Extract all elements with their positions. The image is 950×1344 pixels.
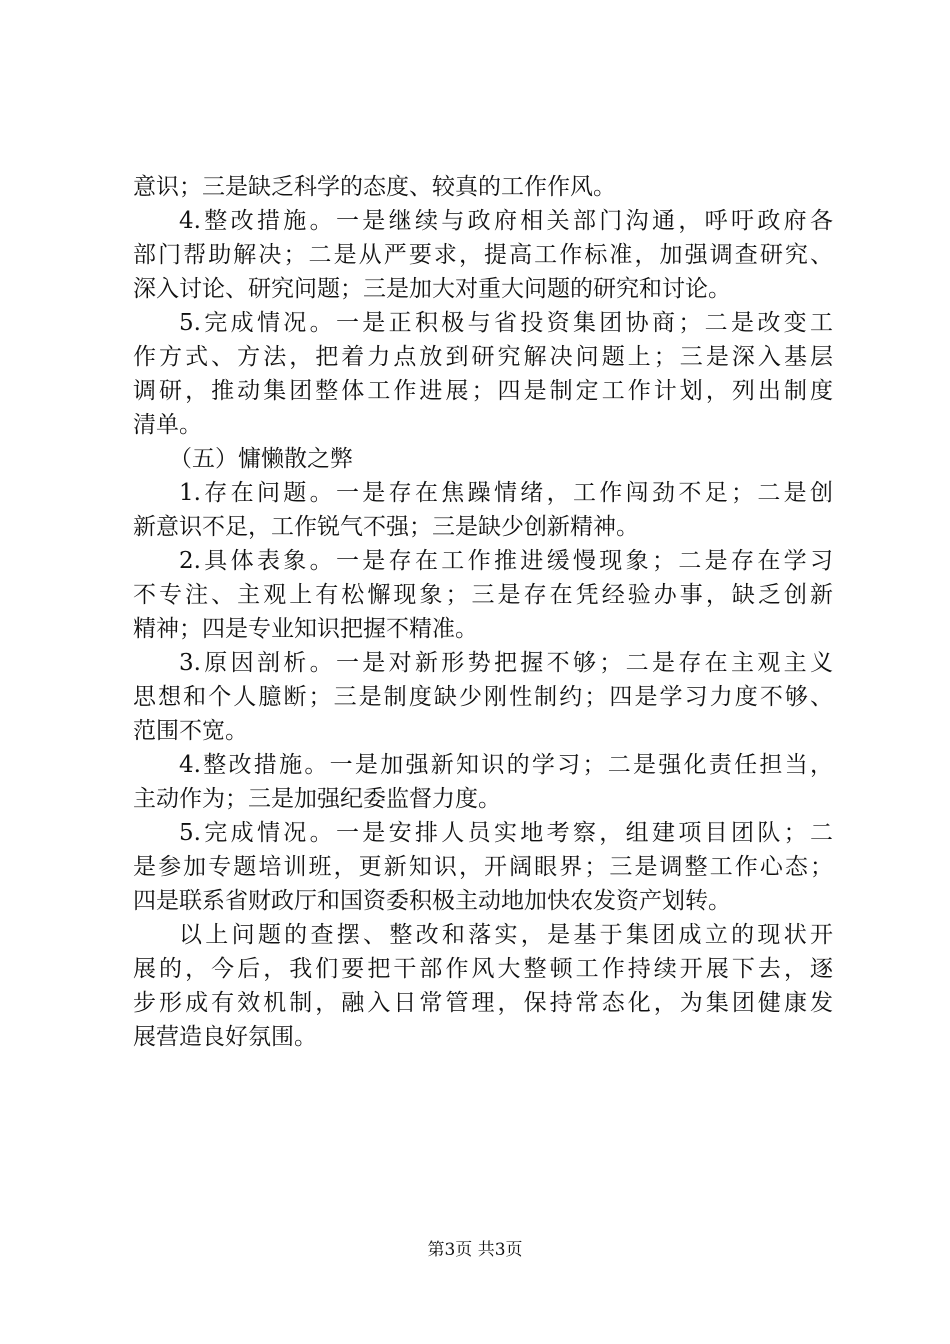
text-line: 不专注、主观上有松懈现象；三是存在凭经验办事，缺乏创新 <box>133 582 833 608</box>
text-line: 四是联系省财政厅和国资委积极主动地加快农发资产划转。 <box>133 888 731 914</box>
text-line: 深入讨论、研究问题；三是加大对重大问题的研究和讨论。 <box>133 276 731 302</box>
text-line: 展的，今后，我们要把干部作风大整顿工作持续开展下去，逐 <box>133 956 833 982</box>
section-heading: （五）慵懒散之弊 <box>169 446 353 472</box>
text-line: 主动作为；三是加强纪委监督力度。 <box>133 786 501 812</box>
text-line: 思想和个人臆断；三是制度缺少刚性制约；四是学习力度不够、 <box>133 684 833 710</box>
document-body <box>133 170 833 1054</box>
text-line: 5.完成情况。一是正积极与省投资集团协商；二是改变工 <box>179 310 833 336</box>
text-line: 精神；四是专业知识把握不精准。 <box>133 616 478 642</box>
text-line: 1.存在问题。一是存在焦躁情绪，工作闯劲不足；二是创 <box>179 480 833 506</box>
text-line: 新意识不足，工作锐气不强；三是缺少创新精神。 <box>133 514 639 540</box>
text-line: 调研，推动集团整体工作进展；四是制定工作计划，列出制度 <box>133 378 833 404</box>
page-number-label: 第3页 共3页 <box>427 1240 523 1260</box>
text-line: 4.整改措施。一是继续与政府相关部门沟通，呼吁政府各 <box>179 208 833 234</box>
text-line: 5.完成情况。一是安排人员实地考察，组建项目团队；二 <box>179 820 833 846</box>
page-footer <box>0 1238 950 1262</box>
text-line: 作方式、方法，把着力点放到研究解决问题上；三是深入基层 <box>133 344 833 370</box>
text-line: 以上问题的查摆、整改和落实，是基于集团成立的现状开 <box>179 922 833 948</box>
text-line: 范围不宽。 <box>133 718 248 744</box>
text-line: 2.具体表象。一是存在工作推进缓慢现象；二是存在学习 <box>179 548 833 574</box>
text-line: 清单。 <box>133 412 202 438</box>
text-line: 3.原因剖析。一是对新形势把握不够；二是存在主观主义 <box>179 650 833 676</box>
text-line: 展营造良好氛围。 <box>133 1024 317 1050</box>
text-line: 是参加专题培训班，更新知识，开阔眼界；三是调整工作心态； <box>133 854 833 880</box>
text-line: 4.整改措施。一是加强新知识的学习；二是强化责任担当， <box>179 752 833 778</box>
text-line: 步形成有效机制，融入日常管理，保持常态化，为集团健康发 <box>133 990 833 1016</box>
text-line: 部门帮助解决；二是从严要求，提高工作标准，加强调查研究、 <box>133 242 833 268</box>
text-line: 意识；三是缺乏科学的态度、较真的工作作风。 <box>133 174 616 200</box>
